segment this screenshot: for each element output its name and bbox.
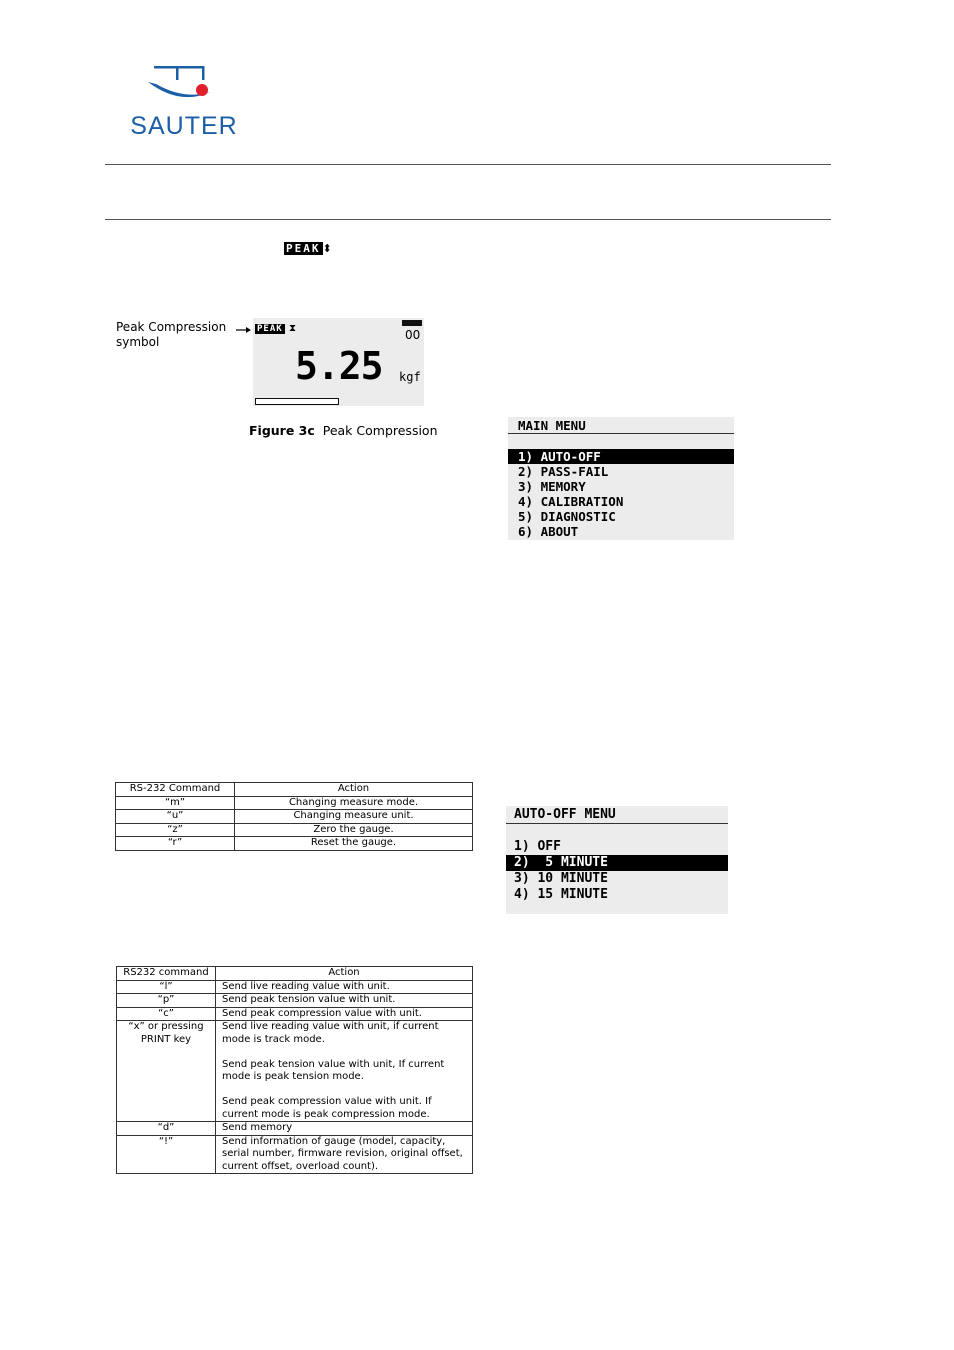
display-mode-badge: PEAK [257,324,283,334]
annotation-line-1: Peak Compression [116,320,227,334]
logo-mark-icon [122,62,246,112]
main-menu-item[interactable]: 6) ABOUT [518,524,579,539]
main-menu-item[interactable]: 4) CALIBRATION [518,494,624,509]
main-menu-item[interactable]: 2) PASS-FAIL [518,464,609,479]
table-cell: Zero the gauge. [235,823,473,837]
table-row [117,1007,473,1021]
table-cell: Changing measure mode. [235,796,473,810]
table-header-row [117,967,473,981]
table-cell: “z” [116,823,235,837]
table-header: RS232 command [117,967,216,981]
table-header-row [116,783,473,797]
inline-peak-symbol [284,242,332,255]
main-menu-item[interactable]: 5) DIAGNOSTIC [518,509,616,524]
table-row [116,837,473,851]
hourglass-icon: ⧗ [289,323,297,334]
annotation-line-2: symbol [116,335,160,349]
table-cell: Changing measure unit. [235,810,473,824]
gauge-display [253,318,424,406]
annotation-arrow-icon [236,325,252,335]
auto-off-menu-title: AUTO-OFF MENU [506,807,728,824]
table-cell: Send peak tension value with unit. [216,994,473,1008]
table-cell: Send information of gauge (model, capacity, serial number, firmware revision, original offset, current offset, overload count). [216,1135,473,1174]
table-cell: Send live reading value with unit, if current mode is track mode. Send peak tension value with unit, If current mode is peak tension mode. Send peak compression value with unit. If current mode is peak compression mode. [216,1021,473,1122]
figure-number: Figure 3c [249,423,315,438]
display-unit: kgf [399,370,421,384]
table-cell: Reset the gauge. [235,837,473,851]
table-cell: “r” [116,837,235,851]
table-cell: “u” [116,810,235,824]
table-cell: Send peak compression value with unit. [216,1007,473,1021]
rs232-command-table [115,782,473,851]
table-cell: “c” [117,1007,216,1021]
table-cell: “x” or pressing PRINT key [117,1021,216,1122]
header-rule-top [105,164,831,165]
peak-arrow-icon: ⬍ [322,242,332,255]
brand-name: SAUTER [130,112,238,140]
table-row [116,823,473,837]
rs232-send-table [116,966,473,1174]
table-row [117,1135,473,1174]
main-menu-title: MAIN MENU [508,418,734,434]
table-row [117,1021,473,1122]
table-header: Action [235,783,473,797]
peak-badge: PEAK [286,242,321,255]
display-bargraph [255,398,339,405]
figure-annotation [116,320,226,350]
table-cell: “!” [117,1135,216,1174]
header-rule-bottom [105,219,831,220]
display-value: 5.25 [295,344,383,388]
table-cell: “d” [117,1122,216,1136]
auto-off-menu-screen [506,806,728,914]
sauter-logo [122,62,246,142]
main-menu-item[interactable]: 3) MEMORY [518,479,586,494]
figure-title: Peak Compression [322,423,438,438]
auto-off-menu-item[interactable]: 3) 10 MINUTE [514,871,608,886]
table-row [116,796,473,810]
display-memory-count: 00 [405,328,421,342]
table-header: Action [216,967,473,981]
table-row [117,1122,473,1136]
auto-off-menu-item[interactable]: 1) OFF [514,839,561,854]
figure-caption [249,423,438,438]
table-cell: “p” [117,994,216,1008]
table-header: RS-232 Command [116,783,235,797]
table-cell: “m” [116,796,235,810]
table-row [117,980,473,994]
auto-off-menu-item[interactable]: 2) 5 MINUTE [506,855,728,871]
table-row [116,810,473,824]
table-cell: “l” [117,980,216,994]
auto-off-menu-item[interactable]: 4) 15 MINUTE [514,887,608,902]
table-cell: Send live reading value with unit. [216,980,473,994]
table-row [117,994,473,1008]
battery-icon [402,320,422,326]
main-menu-screen [508,417,734,540]
table-cell: Send memory [216,1122,473,1136]
main-menu-item[interactable]: 1) AUTO-OFF [508,449,734,464]
